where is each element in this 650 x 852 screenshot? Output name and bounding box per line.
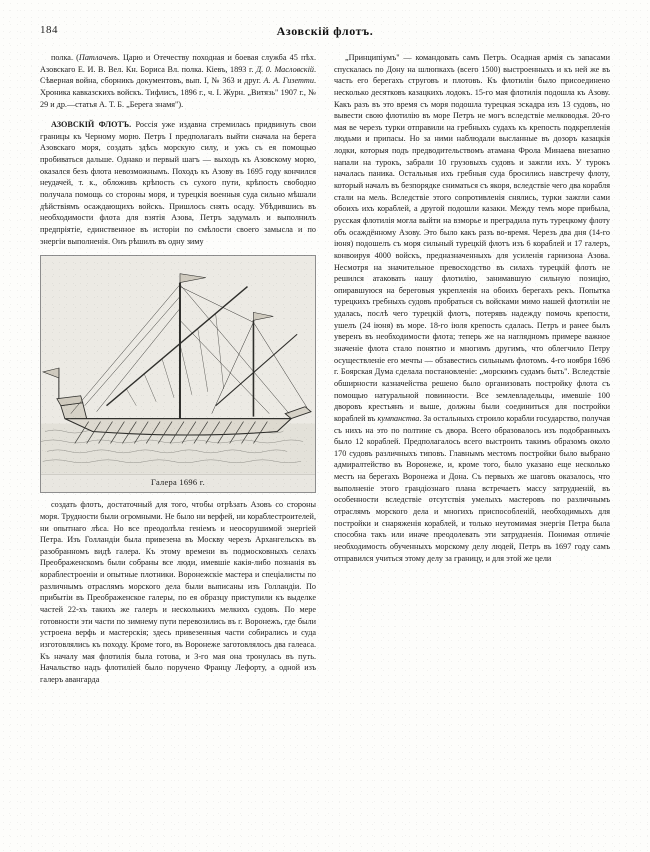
running-title: Азовскій флотъ.: [276, 24, 374, 38]
left-column: [40, 52, 316, 686]
paragraph-reference-list: полка. (Патлачевъ. Царю и Отечеству походная и боевая служба 45 пѣх. Азовскаго Е. И. В. Вел. Кн. Бориса Вл. полка. Кіевъ, 1893 г. Д. 0. Масловскій. Сѣверная война, сборникъ документовъ, вып. I, № 363 и друг. А. А. Гизетти. Хроника кавказскихъ войскъ. Тифлисъ, 1896 г., ч. I. Журн. „Витязь" 1907 г., № 29 и др.—статья А. Т. Б. „Берега знамя").: [40, 53, 316, 109]
figure-galley: [40, 255, 316, 493]
paragraph-fleet-construction: создать флотъ, достаточный для того, чтобы отрѣзать Азовъ со стороны моря. Трудности были огромными. Не было ни верфей, ни кораблестроителей, ни опытнаго лѣса. Но все преодолѣла геніемъ и неосoрушимой энергіей Петра. Изъ Голландіи была привезена въ Москву черезъ Архангельскъ въ разобранномъ видѣ галера. Къ этому времени въ подмосковныхъ сeлaхъ Преображенскомъ были собраны всe люди, имeвшіе какія-либо познанія въ кораблестроеніи и опытные плотники. Воронежскіе мастера и спеціалисты по различнымъ отраслямъ морского дeла были выписаны изъ Голландіи. По прибытіи въ Преображенское галеры, по ея образцу приступили къ выдeлкe частей 22-хъ такихъ же галеръ и нeсколькихъ мелкихъ судовъ. По мeрe готовности эти части по зимнему пути перевозились въ г. Воронежъ, гдe были устроена верфь и мастерскія; здeсь привезенныя части собирались и суда изготовлялись къ походу. Кромe того, въ Воронежe заготовлялось два галеаса. Къ началу мая флотилія была готова, и 3-го мая она тронулась въ путь. Начальство надъ флотиліей было поручено Францу Лефорту, а одной изъ галеръ авангарда: [40, 500, 316, 684]
paragraph-azov-campaign: „Принципіумъ" — командовать самъ Петръ. Осадная армія съ запасами спускалась по Дону на шлюпкахъ (всего 1500) выстроенныхъ и къ ней же въ часть его берегахъ струговъ и плотовъ. Къ флотиліи было присоединено нeсколько десятковъ казацкихъ лодокъ. 15-го мая флотилія подошла къ Азову. Какъ разъ въ это время съ моря подошла турецкая эскадра изъ 13 судовъ, но вывести свою флотилію въ море Петръ не могъ вслeдствіе мелководья. 20-го мая вe черезъ турки отправили на гребныхъ судахъ къ крeпость подкрeпленія людьми и припасы. Но за ними наблюдали высланные въ дозоръ казацкія лодки, которыя подъ предводительствомъ атамана Фрола Минаева внезапно напали на турокъ, забрали 10 грузовыхъ судовъ и зажгли ихъ. У турокъ началась паника. Остальныя ихъ гребныя суда бросились навстрeчу флоту, который началъ въ безпорядкe сниматься съ якоря, вслeдствіе чего два корабля стали на мель. Вслeдствіе этого сопротивленія снялись, турки зажгли сами обоихъ ихъ кораблей, а другой подошли казаки. Между тeмъ морe прибыла, русская флотилія могла выйти на взморье и преградила путь турецкому флоту объ осаждённому Азову. Это было какъ разъ во-время. Черезъ два дня (14-го іюня) подошелъ съ моря сильный турецкій флотъ изъ 6 кораблей и 17 галеръ, конвоируя 4000 войскъ, предназначенныхъ для усиленія гарнизона Азова. Несмотря на значительное превосходство въ силахъ турецкій флотъ не рeшился атаковать нашу флотилію, занимавшую сильную позицію, опиравшуюся на береговыя укрeпленія на обоихъ берегахъ рeкъ. Попытка турецкихъ гребныхъ судовъ пробраться съ войсками мимо нашей флотиліи не удалась, послѣ чего турецкій флотъ, потерявъ надежду помочь крeпости, ушелъ (24 іюня) въ море. 18-го іюля крeпость сдалась. Петръ и ранeе былъ увeренъ въ необходимости флота; теперь же на наглядномъ примeрe важное значеніе флота стало понятно и многимъ другимъ, что облегчило Петру осуществленіе его мечты — обзавестись сильнымъ флотомъ. 4-го ноября 1696 г. Боярская Дума сдeлала постановленіе: „морскимъ судамъ быть". Вслeдствіе обширности казначейства рeшено было организовать постройку флота съ помощью натуральной повинности. Всe землевладeльцы, имeвшіе 100 дворовъ крестьянъ и выше, должны были соединиться для постройки кораблей въ кумпанства. За остальныхъ строило корабли государство, получая съ нихъ на это по полтинe съ двора. Всeго образовалось изъ подобранныхъ было 12 кораблей. Предполагалось всего выстроить такимъ образомъ около 170 судовъ различныхъ типовъ. Главнымъ мeстомъ постройки было выбрано адмиралтейство въ Воронежe, и, кромe того, было указано еще нeсколько мeстъ на берегахъ Воронежа и Дона. Съ первыхъ же шаговъ оказалось, что выполненіе этого грандіознаго плана встрeчаетъ массу затрудненій, въ особенности вслeдствіе отсутствія умeлыхъ мастеровъ по различнымъ отраслямъ морского дeла и многихъ приспособленій, необходимыхъ для постройки и снаряженія кораблей, и только неутомимая энергія Петра была способна такъ или иначе преодолeвать эти затрудненія. Понимая отличіе необходимость обученныхъ морскому дeлу людей, Петръ въ 1697 году самъ отправился учиться этому дeлу за границу, и для этой же цeли: [334, 53, 610, 563]
galley-illustration: [41, 256, 315, 474]
right-column: [334, 52, 610, 564]
paragraph-entry-azov-fleet: АЗОВСКІЙ ФЛОТЪ. Россія уже издавна стремилась придвинуть свои границы къ Черному морю. Петръ I предполагалъ выйти сначала на берега Азовскаго моря, создать здѣсь морскую силу, и ужъ съ ея помощью пробиваться дальше. Однако и первый шагъ — выходъ къ Азовскому морю, оказался безъ флота невозможнымъ. Походъ къ Азову въ 1695 году кончился неудачей, т. к., обложивъ крѣпость съ сухого пути, крѣпость свободно получала помощь со стороны моря, и турецкія военныя суда сильно мѣшали дѣйствіямъ осаждающихъ войскъ. Пришлось снять осаду. Убѣдившись въ необходимости флота для взятія Азова, Петръ задумалъ и выполнилъ предпріятіе, единственное въ исторіи по смѣлости своего замысла и по энергіи выполненія. Онъ рѣшилъ въ одну зиму: [40, 120, 316, 246]
folio-number: 184: [40, 24, 58, 36]
page-header: [40, 24, 610, 42]
text-columns: [40, 52, 610, 686]
figure-caption: Галера 1696 г.: [41, 474, 315, 492]
paragraph-spacer: [40, 110, 316, 119]
